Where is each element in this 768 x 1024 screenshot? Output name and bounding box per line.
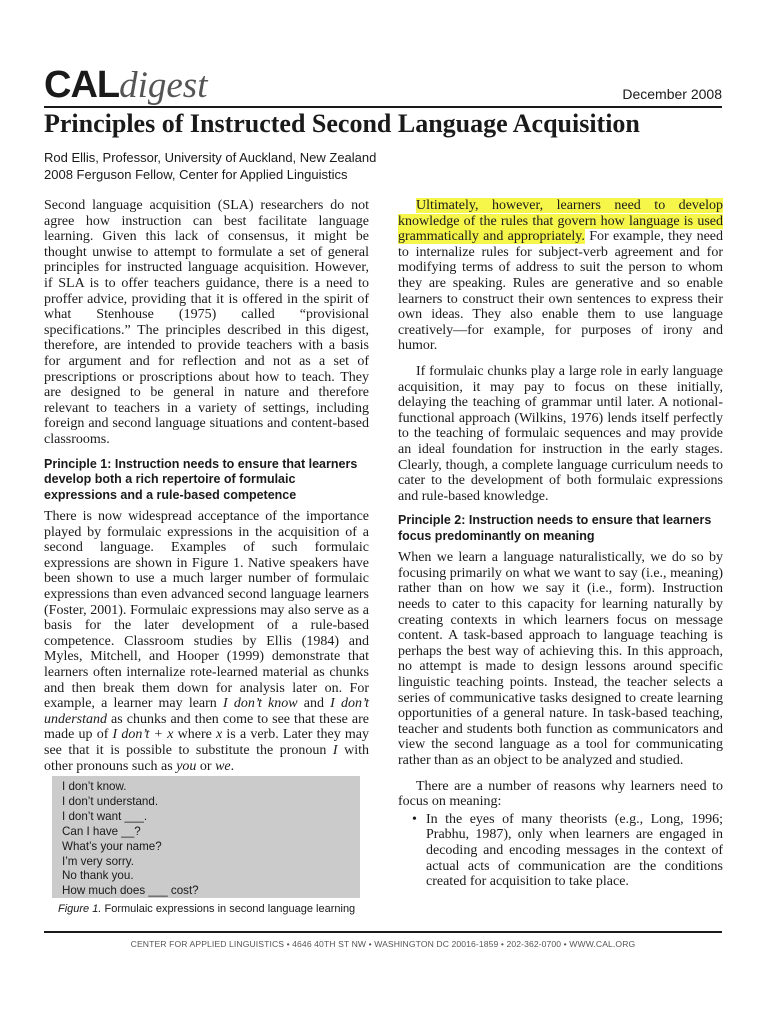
reasons-intro-paragraph: There are a number of reasons why learners need to focus on meaning: — [398, 778, 723, 810]
footer-divider — [44, 931, 722, 933]
highlighted-text: Ultimately, however, learners need to develop knowledge of the rules that govern how language is used grammatically and appropriately. — [398, 198, 723, 245]
bullet-text: In the eyes of many theorists (e.g., Long, 1996; Prabhu, 1987), only when learners are engaged in decoding and encoding messages in the context of actual acts of communication are the conditions created for acquisition to take place. — [426, 811, 723, 890]
formulaic-expression: I don’t know. — [62, 780, 127, 793]
principle-2-heading: Principle 2: Instruction needs to ensure that learners focus predominantly on meaning — [398, 513, 712, 543]
cal-digest-logo — [44, 64, 208, 106]
author-affiliation: Rod Ellis, Professor, University of Auckland, New Zealand — [44, 150, 377, 165]
left-column — [44, 198, 369, 774]
logo-cal-wordmark: CAL — [44, 64, 120, 106]
figure-1-box — [52, 776, 360, 898]
formulaic-expression: I’m very sorry. — [62, 854, 134, 868]
principle-2-paragraph: When we learn a language naturalistically, we do so by focusing primarily on what we want to say (i.e., meaning) rather than on how we say it (i.e., form). Instruction needs to cater to this capacity for learning naturally by creating contexts in which learners focus on message content. A task-based approach to language teaching is perhaps the best way of achieving this. In this approach, no attempt is made to design lessons around specific linguistic teaching points. Instead, the teacher selects a series of communicative tasks designed to create learning opportunities of a general nature. In task-based teaching, teacher and students both function as communicators and view the second language as a tool for communicating rather than as an object to be analyzed and studied. — [398, 550, 723, 768]
formulaic-chunks-paragraph: If formulaic chunks play a large role in early language acquisition, it may pay to focus on these initially, delaying the teaching of grammar until later. A notional-functional approach (Wilkins, 1976) lends itself perfectly to the teaching of formulaic sequences and may provide an ideal foundation for instruction in the early stages. Clearly, though, a complete language curriculum needs to cater to the development of both formulaic expressions and rule-based knowledge. — [398, 363, 723, 504]
issue-date: December 2008 — [622, 86, 722, 102]
formulaic-expression: I don’t want ___. — [62, 809, 148, 823]
principle-1-paragraph: There is now widespread acceptance of the importance played by formulaic expressions in the acquisition of a second language. Examples of such formulaic expressions are shown in Figure 1. Native speakers have been shown to use a much larger number of formulaic expressions than even advanced second language learners (Foster, 2001). Formulaic expressions may also serve as a basis for the later development of a rule-based competence. Classroom studies by Ellis (1984) and Myles, Mitchell, and Hooper (1999) demonstrate that learners often internalize rote-learned material as chunks and then break them down for analysis later on. For example, a learner may learn I don’t know and I don’t understand as chunks and then come to see that these are made up of I don’t + x where x is a verb. Later they may see that it is possible to substitute the pronoun I with other pronouns such as you or we. — [44, 509, 370, 774]
formulaic-expression: What’s your name? — [62, 839, 162, 853]
figure-label: Figure 1. — [58, 903, 102, 915]
author-fellowship: 2008 Ferguson Fellow, Center for Applied Linguistics — [44, 167, 348, 182]
formulaic-expression: No thank you. — [62, 869, 134, 883]
formulaic-expression: I don’t understand. — [62, 794, 159, 808]
footer-address: CENTER FOR APPLIED LINGUISTICS • 4646 40TH ST NW • WASHINGTON DC 20016-1859 • 202-362-0700 • WWW.CAL.ORG — [130, 939, 636, 949]
logo-digest-wordmark: digest — [119, 65, 208, 106]
rules-paragraph: Ultimately, however, learners need to develop knowledge of the rules that govern how language is used grammatically and appropriately. For example, they need to internalize rules for subject-verb agreement and for modifying terms of address to suit the person to whom they are speaking. Rules are generative and so enable learners to construct their own sentences to express their own ideas. They also enable them to use language creatively—for example, for purposes of irony and humor. — [398, 198, 724, 354]
masthead — [44, 64, 724, 108]
principle-1-heading: Principle 1: Instruction needs to ensure that learners develop both a rich repertoire of formulaic expressions and a rule-based competence — [44, 456, 358, 502]
formulaic-expression: How much does ___ cost? — [62, 884, 199, 898]
document-title: Principles of Instructed Second Language Acquisition — [44, 109, 640, 138]
figure-caption-text: Formulaic expressions in second language learning — [101, 903, 356, 915]
formulaic-expression: Can I have __? — [62, 824, 141, 838]
figure-1-caption — [58, 903, 355, 915]
bullet-item — [398, 812, 723, 890]
right-column — [398, 198, 723, 890]
bullet-marker: • — [412, 811, 417, 827]
intro-paragraph: Second language acquisition (SLA) researchers do not agree how instruction can best facilitate language learning. Given this lack of consensus, it might be thought unwise to attempt to formulate a set of general principles for instructed language acquisition. However, if SLA is to offer teachers guidance, there is a need to proffer advice, providing that it is offered in the spirit of what Stenhouse (1975) called “provisional specifications.” The principles described in this digest, therefore, are intended to provide teachers with a basis for argument and for reflection and not as a set of prescriptions or proscriptions about how to teach. They are designed to be general in nature and therefore relevant to teachers in a variety of settings, including foreign and second language situations and content-based classrooms. — [44, 198, 369, 447]
formulaic-expressions-list — [52, 776, 360, 899]
